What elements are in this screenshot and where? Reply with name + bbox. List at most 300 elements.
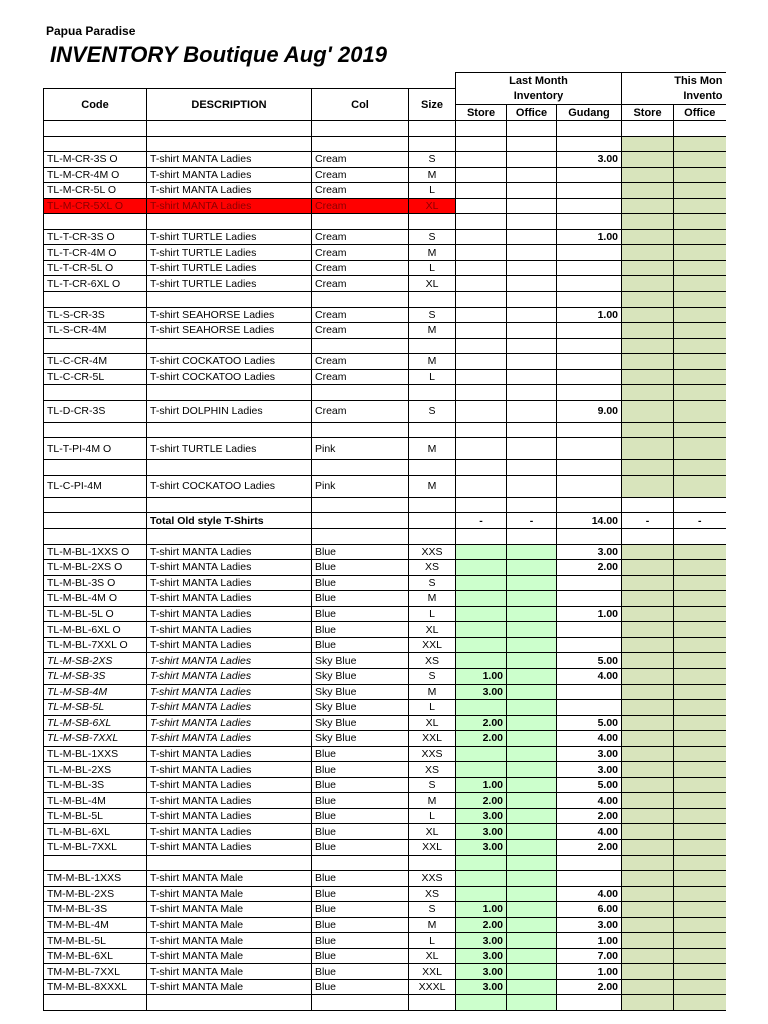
gudang-cell (557, 637, 622, 653)
office-cell: - (507, 513, 557, 529)
code-cell: TL-M-SB-7XXL (44, 731, 147, 747)
store2-cell (622, 276, 674, 292)
color-cell (312, 513, 409, 529)
description-cell: T-shirt MANTA Ladies (147, 808, 312, 824)
office-cell (507, 979, 557, 995)
store-cell (456, 475, 507, 497)
office2-cell (674, 323, 726, 339)
store-cell (456, 400, 507, 422)
table-row (44, 933, 726, 949)
description-cell: T-shirt MANTA Male (147, 933, 312, 949)
size-cell: S (409, 229, 456, 245)
description-cell: T-shirt MANTA Ladies (147, 684, 312, 700)
color-cell: Sky Blue (312, 653, 409, 669)
gudang-cell (557, 871, 622, 887)
code-cell: TL-M-BL-7XXL O (44, 637, 147, 653)
office-cell (507, 575, 557, 591)
code-cell (44, 121, 147, 137)
description-cell: T-shirt COCKATOO Ladies (147, 475, 312, 497)
gudang-cell: 4.00 (557, 793, 622, 809)
store2-cell (622, 460, 674, 476)
color-cell: Sky Blue (312, 715, 409, 731)
office2-cell (674, 886, 726, 902)
color-cell: Blue (312, 560, 409, 576)
store2-cell (622, 793, 674, 809)
table-row (44, 979, 726, 995)
code-cell (44, 513, 147, 529)
page-title: INVENTORY Boutique Aug' 2019 (50, 42, 387, 67)
office2-cell (674, 948, 726, 964)
size-cell: XS (409, 886, 456, 902)
color-cell: Blue (312, 575, 409, 591)
store-cell (456, 229, 507, 245)
gudang-cell (557, 245, 622, 261)
size-cell: XS (409, 762, 456, 778)
store2-cell (622, 902, 674, 918)
office2-cell (674, 933, 726, 949)
gudang-cell (557, 700, 622, 716)
table-row (44, 152, 726, 168)
gudang-cell: 1.00 (557, 964, 622, 980)
color-cell: Blue (312, 933, 409, 949)
description-cell: T-shirt MANTA Ladies (147, 152, 312, 168)
color-cell: Pink (312, 475, 409, 497)
gudang-cell (557, 292, 622, 308)
code-cell: TL-C-CR-4M (44, 354, 147, 370)
code-cell: TL-T-CR-5L O (44, 260, 147, 276)
office-cell (507, 307, 557, 323)
store2-cell (622, 731, 674, 747)
code-cell: TM-M-BL-2XS (44, 886, 147, 902)
description-cell: T-shirt MANTA Male (147, 964, 312, 980)
table-row (44, 183, 726, 199)
store-cell (456, 292, 507, 308)
store-cell (456, 762, 507, 778)
code-cell: TM-M-BL-1XXS (44, 871, 147, 887)
store-cell (456, 136, 507, 152)
office-cell (507, 121, 557, 137)
size-cell: XXS (409, 544, 456, 560)
table-row (44, 622, 726, 638)
size-cell: XXL (409, 964, 456, 980)
store-cell (456, 995, 507, 1011)
gudang-cell (557, 323, 622, 339)
header-store: Store (456, 105, 507, 121)
header-col: Col (312, 89, 409, 121)
description-cell (147, 292, 312, 308)
description-cell: T-shirt MANTA Ladies (147, 762, 312, 778)
gudang-cell (557, 497, 622, 513)
gudang-cell: 4.00 (557, 731, 622, 747)
store-cell (456, 497, 507, 513)
table-row (44, 653, 726, 669)
gudang-cell (557, 438, 622, 460)
color-cell: Cream (312, 229, 409, 245)
store-cell: 3.00 (456, 839, 507, 855)
size-cell: M (409, 438, 456, 460)
color-cell: Blue (312, 902, 409, 918)
gudang-cell: 2.00 (557, 979, 622, 995)
office-cell (507, 152, 557, 168)
gudang-cell (557, 167, 622, 183)
store-cell: 3.00 (456, 824, 507, 840)
table-row (44, 808, 726, 824)
store2-cell (622, 497, 674, 513)
office-cell (507, 292, 557, 308)
gudang-cell: 7.00 (557, 948, 622, 964)
code-cell (44, 385, 147, 401)
table-row (44, 400, 726, 422)
description-cell: T-shirt MANTA Ladies (147, 622, 312, 638)
code-cell: TM-M-BL-4M (44, 917, 147, 933)
size-cell: L (409, 808, 456, 824)
store-cell (456, 606, 507, 622)
office2-cell (674, 839, 726, 855)
code-cell: TL-M-CR-5XL O (44, 198, 147, 214)
office2-cell (674, 214, 726, 230)
color-cell (312, 385, 409, 401)
office-cell (507, 653, 557, 669)
size-cell (409, 121, 456, 137)
description-cell: T-shirt MANTA Ladies (147, 839, 312, 855)
this-month-sub: Invento (622, 89, 726, 105)
code-cell (44, 292, 147, 308)
size-cell: XL (409, 198, 456, 214)
color-cell: Blue (312, 979, 409, 995)
size-cell: XXL (409, 731, 456, 747)
table-row (44, 793, 726, 809)
store-cell (456, 460, 507, 476)
table-row (44, 167, 726, 183)
this-month-header: This Mon (622, 73, 726, 89)
office-cell (507, 855, 557, 871)
office2-cell (674, 668, 726, 684)
store2-cell (622, 121, 674, 137)
description-cell (147, 338, 312, 354)
code-cell: TL-M-BL-7XXL (44, 839, 147, 855)
table-row (44, 684, 726, 700)
description-cell: T-shirt MANTA Ladies (147, 777, 312, 793)
color-cell (312, 855, 409, 871)
color-cell (312, 529, 409, 545)
size-cell (409, 529, 456, 545)
office2-cell (674, 152, 726, 168)
store2-cell (622, 529, 674, 545)
table-body (44, 121, 726, 1011)
color-cell (312, 995, 409, 1011)
blank-row (44, 338, 726, 354)
color-cell: Cream (312, 198, 409, 214)
store-cell (456, 886, 507, 902)
office2-cell (674, 684, 726, 700)
store2-cell (622, 979, 674, 995)
store-cell: 1.00 (456, 902, 507, 918)
office2-cell (674, 385, 726, 401)
blank-row (44, 422, 726, 438)
color-cell: Blue (312, 948, 409, 964)
description-cell (147, 214, 312, 230)
size-cell: L (409, 933, 456, 949)
color-cell: Cream (312, 167, 409, 183)
size-cell: XXL (409, 839, 456, 855)
gudang-cell (557, 369, 622, 385)
store-cell (456, 245, 507, 261)
office-cell (507, 637, 557, 653)
store-cell (456, 323, 507, 339)
office-cell (507, 136, 557, 152)
size-cell: L (409, 369, 456, 385)
gudang-cell: 2.00 (557, 560, 622, 576)
code-cell: TM-M-BL-3S (44, 902, 147, 918)
header-office-2: Office (674, 105, 726, 121)
office2-cell (674, 746, 726, 762)
color-cell: Cream (312, 307, 409, 323)
description-cell: Total Old style T-Shirts (147, 513, 312, 529)
code-cell: TM-M-BL-7XXL (44, 964, 147, 980)
office-cell (507, 183, 557, 199)
office2-cell (674, 731, 726, 747)
description-cell (147, 422, 312, 438)
office2-cell (674, 460, 726, 476)
office-cell (507, 715, 557, 731)
size-cell: XXS (409, 746, 456, 762)
size-cell: M (409, 245, 456, 261)
color-cell: Blue (312, 917, 409, 933)
size-cell (409, 513, 456, 529)
office-cell (507, 622, 557, 638)
code-cell: TL-M-BL-5L O (44, 606, 147, 622)
gudang-cell: 9.00 (557, 400, 622, 422)
table-row (44, 668, 726, 684)
color-cell: Blue (312, 871, 409, 887)
description-cell: T-shirt TURTLE Ladies (147, 245, 312, 261)
size-cell: M (409, 591, 456, 607)
office-cell (507, 385, 557, 401)
office-cell (507, 777, 557, 793)
store2-cell (622, 260, 674, 276)
store2-cell (622, 917, 674, 933)
code-cell: TL-M-CR-4M O (44, 167, 147, 183)
gudang-cell: 3.00 (557, 762, 622, 778)
store2-cell (622, 591, 674, 607)
store-cell (456, 529, 507, 545)
store-cell (456, 354, 507, 370)
store-cell (456, 544, 507, 560)
color-cell: Blue (312, 793, 409, 809)
office-cell (507, 902, 557, 918)
office2-cell (674, 995, 726, 1011)
store2-cell (622, 136, 674, 152)
color-cell: Blue (312, 762, 409, 778)
office-cell (507, 839, 557, 855)
description-cell: T-shirt MANTA Ladies (147, 824, 312, 840)
store-cell (456, 637, 507, 653)
description-cell: T-shirt TURTLE Ladies (147, 229, 312, 245)
color-cell: Blue (312, 606, 409, 622)
size-cell: M (409, 793, 456, 809)
office-cell (507, 808, 557, 824)
color-cell: Blue (312, 622, 409, 638)
office2-cell (674, 354, 726, 370)
blank-row (44, 292, 726, 308)
code-cell (44, 497, 147, 513)
table-row (44, 591, 726, 607)
blank-row (44, 995, 726, 1011)
gudang-cell: 6.00 (557, 902, 622, 918)
store-cell: 3.00 (456, 964, 507, 980)
table-row (44, 746, 726, 762)
size-cell: M (409, 167, 456, 183)
office-cell (507, 684, 557, 700)
size-cell: L (409, 183, 456, 199)
office2-cell (674, 637, 726, 653)
gudang-cell (557, 575, 622, 591)
size-cell: M (409, 684, 456, 700)
code-cell: TL-M-BL-2XS O (44, 560, 147, 576)
description-cell: T-shirt MANTA Ladies (147, 606, 312, 622)
office2-cell (674, 560, 726, 576)
code-cell (44, 422, 147, 438)
store-cell (456, 385, 507, 401)
description-cell: T-shirt MANTA Ladies (147, 653, 312, 669)
office-cell (507, 886, 557, 902)
code-cell: TL-M-SB-4M (44, 684, 147, 700)
size-cell: S (409, 902, 456, 918)
office2-cell (674, 183, 726, 199)
description-cell: T-shirt SEAHORSE Ladies (147, 323, 312, 339)
office-cell (507, 214, 557, 230)
store-cell (456, 183, 507, 199)
size-cell: S (409, 307, 456, 323)
description-cell: T-shirt MANTA Ladies (147, 793, 312, 809)
office-cell (507, 824, 557, 840)
color-cell: Blue (312, 777, 409, 793)
code-cell: TL-M-BL-3S (44, 777, 147, 793)
store-cell: 1.00 (456, 777, 507, 793)
gudang-cell (557, 260, 622, 276)
color-cell: Cream (312, 183, 409, 199)
gudang-cell (557, 591, 622, 607)
color-cell: Cream (312, 276, 409, 292)
store2-cell (622, 684, 674, 700)
store-cell (456, 746, 507, 762)
table-row (44, 762, 726, 778)
store-cell: 3.00 (456, 948, 507, 964)
color-cell: Sky Blue (312, 731, 409, 747)
table-row (44, 886, 726, 902)
size-cell: XXL (409, 637, 456, 653)
table-row (44, 715, 726, 731)
store2-cell: - (622, 513, 674, 529)
gudang-cell: 3.00 (557, 917, 622, 933)
color-cell (312, 121, 409, 137)
gudang-cell: 5.00 (557, 715, 622, 731)
gudang-cell: 5.00 (557, 777, 622, 793)
office2-cell (674, 245, 726, 261)
office-cell (507, 793, 557, 809)
code-cell (44, 529, 147, 545)
store2-cell (622, 964, 674, 980)
code-cell: TM-M-BL-5L (44, 933, 147, 949)
gudang-cell: 3.00 (557, 544, 622, 560)
code-cell: TL-M-BL-2XS (44, 762, 147, 778)
office2-cell (674, 369, 726, 385)
store2-cell (622, 385, 674, 401)
description-cell (147, 529, 312, 545)
table-row (44, 871, 726, 887)
store-cell: 3.00 (456, 684, 507, 700)
code-cell: TL-M-BL-1XXS (44, 746, 147, 762)
store2-cell (622, 886, 674, 902)
code-cell: TL-M-SB-6XL (44, 715, 147, 731)
store-cell: 3.00 (456, 808, 507, 824)
office2-cell (674, 653, 726, 669)
description-cell (147, 497, 312, 513)
gudang-cell (557, 136, 622, 152)
store-cell (456, 152, 507, 168)
office-cell (507, 460, 557, 476)
office-cell (507, 606, 557, 622)
office2-cell (674, 121, 726, 137)
store2-cell (622, 575, 674, 591)
gudang-cell (557, 460, 622, 476)
description-cell: T-shirt MANTA Male (147, 917, 312, 933)
office2-cell (674, 544, 726, 560)
store-cell (456, 591, 507, 607)
description-cell: T-shirt MANTA Male (147, 871, 312, 887)
description-cell: T-shirt MANTA Ladies (147, 591, 312, 607)
table-row (44, 369, 726, 385)
description-cell: T-shirt SEAHORSE Ladies (147, 307, 312, 323)
table-row (44, 839, 726, 855)
store2-cell (622, 933, 674, 949)
table-row (44, 902, 726, 918)
code-cell: TL-M-BL-3S O (44, 575, 147, 591)
store-cell (456, 653, 507, 669)
store2-cell (622, 746, 674, 762)
store2-cell (622, 307, 674, 323)
store2-cell (622, 637, 674, 653)
store2-cell (622, 668, 674, 684)
color-cell: Sky Blue (312, 700, 409, 716)
size-cell: XL (409, 948, 456, 964)
size-cell: S (409, 777, 456, 793)
color-cell: Blue (312, 746, 409, 762)
office-cell (507, 700, 557, 716)
store2-cell (622, 560, 674, 576)
gudang-cell (557, 121, 622, 137)
store2-cell (622, 777, 674, 793)
size-cell (409, 385, 456, 401)
inventory-table (43, 72, 726, 1011)
gudang-cell: 1.00 (557, 307, 622, 323)
size-cell: XXXL (409, 979, 456, 995)
size-cell: XL (409, 276, 456, 292)
table-row (44, 700, 726, 716)
header-code: Code (44, 89, 147, 121)
blank-row (44, 497, 726, 513)
code-cell: TL-M-SB-5L (44, 700, 147, 716)
gudang-cell: 5.00 (557, 653, 622, 669)
store2-cell (622, 214, 674, 230)
gudang-cell (557, 995, 622, 1011)
color-cell: Blue (312, 964, 409, 980)
office2-cell (674, 855, 726, 871)
gudang-cell (557, 276, 622, 292)
color-cell: Pink (312, 438, 409, 460)
table-row (44, 323, 726, 339)
description-cell (147, 460, 312, 476)
